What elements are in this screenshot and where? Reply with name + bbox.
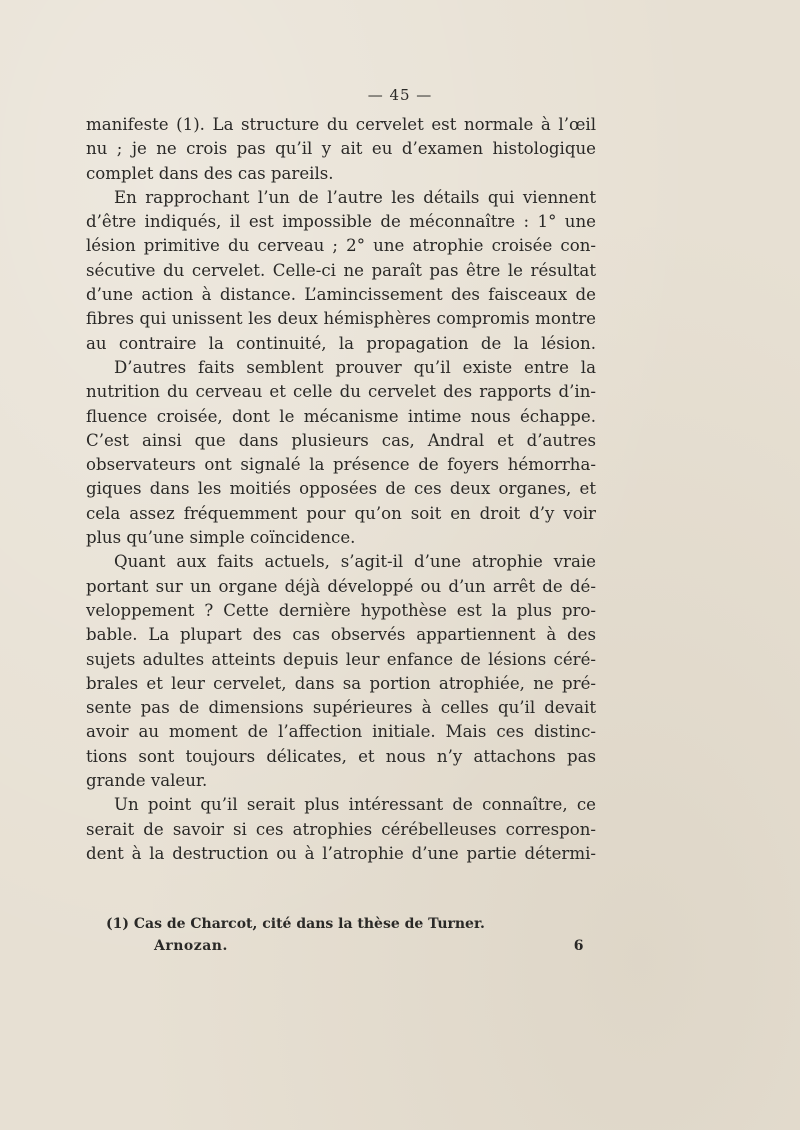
text-line: complet dans des cas pareils.: [86, 163, 334, 183]
text-line: observateurs ont signalé la présence de foyers hémorrha-: [86, 455, 596, 475]
text-line: C’est ainsi que dans plusieurs cas, Andral et d’autres: [86, 430, 596, 450]
text-line: d’être indiqués, il est impossible de méconnaître : 1° une: [86, 212, 596, 232]
text-line: bable. La plupart des cas observés appartiennent à des: [86, 625, 596, 645]
text-line: nu ; je ne crois pas qu’il y ait eu d’examen histologique: [86, 139, 596, 159]
text-line: sujets adultes atteints depuis leur enfance de lésions céré-: [86, 649, 596, 669]
body-text: [86, 113, 596, 866]
text-line: portant sur un organe déjà développé ou d’un arrêt de dé-: [86, 576, 596, 596]
text-line: serait de savoir si ces atrophies cérébelleuses correspon-: [86, 819, 596, 839]
text-line: brales et leur cervelet, dans sa portion atrophiée, ne pré-: [86, 673, 596, 693]
text-line: avoir au moment de l’affection initiale. Mais ces distinc-: [86, 722, 596, 742]
text-line: D’autres faits semblent prouver qu’il existe entre la: [114, 357, 596, 377]
text-line: Un point qu’il serait plus intéressant de connaître, ce: [114, 795, 596, 815]
text-line: giques dans les moitiés opposées de ces deux organes, et: [86, 479, 596, 499]
signature-author: Arnozan.: [154, 938, 228, 954]
text-line: plus qu’une simple coïncidence.: [86, 528, 356, 548]
text-line: tions sont toujours délicates, et nous n’y attachons pas: [86, 746, 596, 766]
text-line: manifeste (1). La structure du cervelet est normale à l’œil: [86, 115, 596, 134]
text-line: dent à la destruction ou à l’atrophie d’une partie détermi-: [86, 843, 596, 863]
text-line: sente pas de dimensions supérieures à celles qu’il devait: [86, 698, 596, 718]
text-line: fluence croisée, dont le mécanisme intime nous échappe.: [86, 406, 596, 426]
text-line: d’une action à distance. L’amincissement des faisceaux de: [86, 285, 596, 305]
footnote: (1) Cas de Charcot, cité dans la thèse de Turner.: [106, 916, 485, 932]
text-line: lésion primitive du cerveau ; 2° une atrophie croisée con-: [86, 236, 596, 256]
text-line: cela assez fréquemment pour qu’on soit en droit d’y voir: [86, 503, 596, 523]
text-line: grande valeur.: [86, 771, 208, 791]
signature-mark: 6: [573, 938, 584, 954]
text-line: nutrition du cerveau et celle du cervelet des rapports d’in-: [86, 382, 596, 402]
signature-line: [154, 938, 584, 954]
text-line: au contraire la continuité, la propagation de la lésion.: [86, 333, 596, 353]
page-number: — 45 —: [367, 86, 433, 104]
text-line: sécutive du cervelet. Celle-ci ne paraît pas être le résultat: [86, 260, 596, 280]
text-line: fibres qui unissent les deux hémisphères compromis montre: [86, 309, 596, 329]
text-line: Quant aux faits actuels, s’agit-il d’une atrophie vraie: [114, 552, 596, 572]
text-line: veloppement ? Cette dernière hypothèse est la plus pro-: [86, 600, 596, 620]
text-line: En rapprochant l’un de l’autre les détails qui viennent: [114, 187, 596, 207]
